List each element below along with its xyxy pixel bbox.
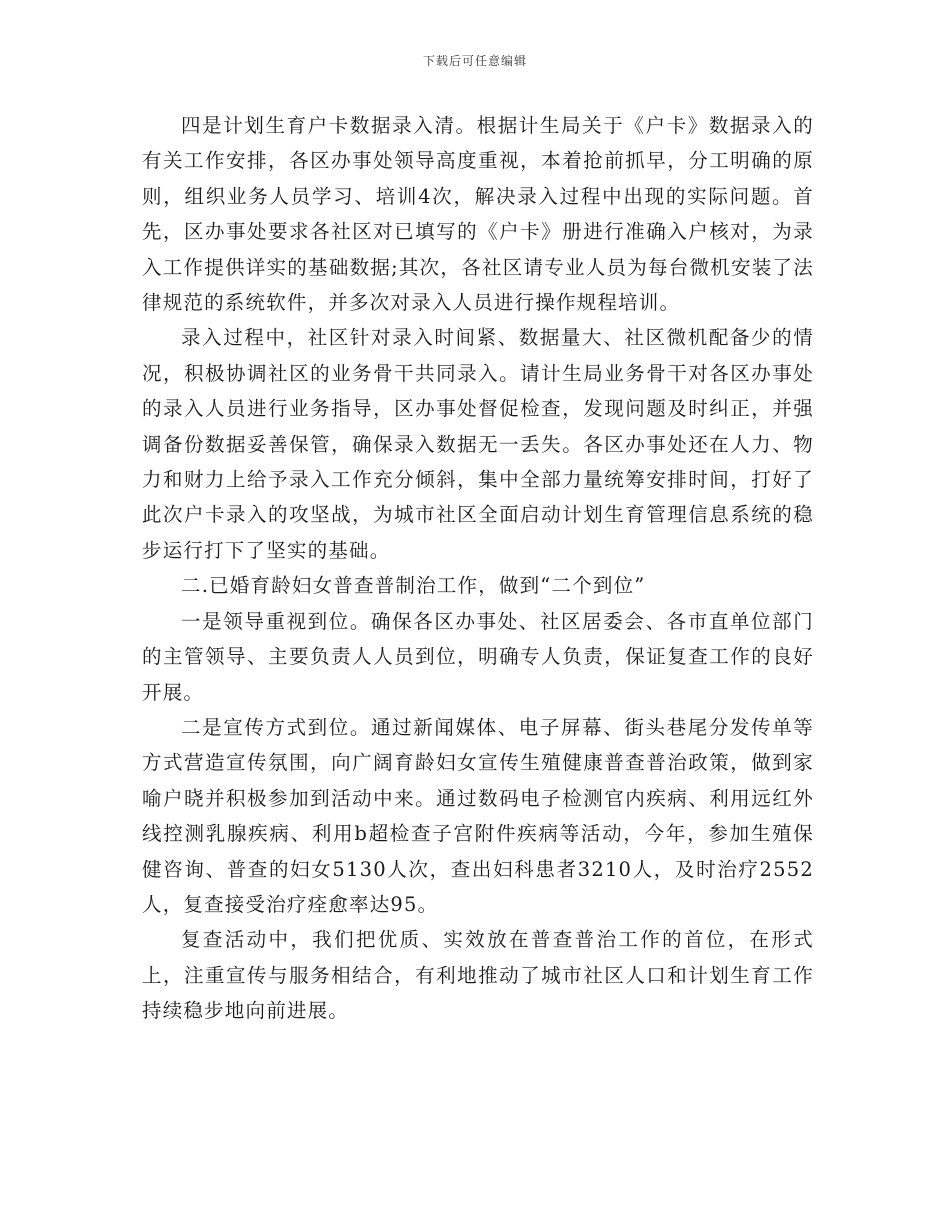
paragraph-leadership: 一是领导重视到位。确保各区办事处、社区居委会、各市直单位部门的主管领导、主要负责人人员到位，明确专人负责，保证复查工作的良好开展。 <box>142 609 814 704</box>
paragraph-entry-process: 录入过程中，社区针对录入时间紧、数据量大、社区微机配备少的情况，积极协调社区的业务骨干共同录入。请计生局业务骨干对各区办事处的录入人员进行业务指导，区办事处督促检查，发现问题及时纠正，并强调备份数据妥善保管，确保录入数据无一丢失。各区办事处还在人力、物力和财力上给予录入工作充分倾斜，集中全部力量统筹安排时间，打好了此次户卡录入的攻坚战，为城市社区全面启动计划生育管理信息系统的稳步运行打下了坚实的基础。 <box>142 326 814 562</box>
section-heading-screening: 二.已婚育龄妇女普查普制治工作，做到“二个到位” <box>181 574 646 598</box>
page-header-note: 下载后可任意编辑 <box>422 54 527 68</box>
paragraph-review-activity: 复查活动中，我们把优质、实效放在普查普治工作的首位，在形式上，注重宣传与服务相结合，有利地推动了城市社区人口和计划生育工作持续稳步地向前进展。 <box>142 928 814 1023</box>
paragraph-publicity: 二是宣传方式到位。通过新闻媒体、电子屏幕、街头巷尾分发传单等方式营造宣传氛围，向广阔育龄妇女宣传生殖健康普查普治政策，做到家喻户晓并积极参加到活动中来。通过数码电子检测官内疾病、利用远红外线控测乳腺疾病、利用b超检查子宫附件疾病等活动，今年，参加生殖保健咨询、普查的妇女5130人次，查出妇科患者3210人，及时治疗2552人，复查接受治疗痊愈率达95。 <box>142 715 814 916</box>
paragraph-household-card-entry: 四是计划生育户卡数据录入清。根据计生局关于《户卡》数据录入的有关工作安排，各区办事处领导高度重视，本着抢前抓早，分工明确的原则，组织业务人员学习、培训4次，解决录入过程中出现的实际问题。首先，区办事处要求各社区对已填写的《户卡》册进行准确入户核对，为录入工作提供详实的基础数据;其次，各社区请专业人员为每台微机安装了法律规范的系统软件，并多次对录入人员进行操作规程培训。 <box>142 114 814 315</box>
document-body <box>142 108 814 1029</box>
